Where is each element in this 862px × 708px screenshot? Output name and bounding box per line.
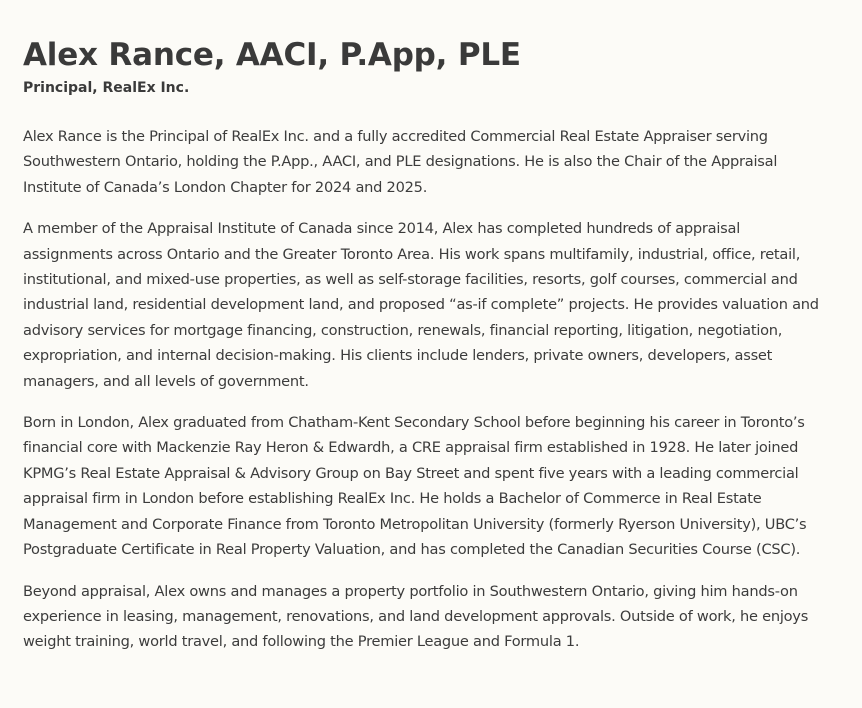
bio-paragraph-personal: Beyond appraisal, Alex owns and manages a property portfolio in Southwestern Ontario, giving him hands-on experience in leasing, management, renovations, and land development approvals. Outside of work, he enjoys weight training, world travel, and following the Premier League and Formula 1. [23, 582, 809, 651]
page-title: Alex Rance, AACI, P.App, PLE [23, 37, 521, 73]
job-title: Principal, RealEx Inc. [23, 80, 190, 96]
bio-paragraph-background: Born in London, Alex graduated from Chatham-Kent Secondary School before beginning his career in Toronto’s financial core with Mackenzie Ray Heron & Edwardh, a CRE appraisal firm established in 1928. He later joined KPMG’s Real Estate Appraisal & Advisory Group on Bay Street and spent five years with a leading commercial appraisal firm in London before establishing RealEx Inc. He holds a Bachelor of Commerce in Real Estate Management and Corporate Finance from Toronto Metropolitan University (formerly Ryerson University), UBC’s Postgraduate Certificate in Real Property Valuation, and has completed the Canadian Securities Course (CSC). [23, 414, 807, 559]
bio-section [23, 124, 822, 655]
bio-paragraph-intro: Alex Rance is the Principal of RealEx Inc. and a fully accredited Commercial Real Estate Appraiser serving Southwestern Ontario, holding the P.App., AACI, and PLE designations. He is also the Chair of the Appraisal Institute of Canada’s London Chapter for 2024 and 2025. [23, 128, 778, 196]
bio-paragraph-experience: A member of the Appraisal Institute of Canada since 2014, Alex has completed hundreds of appraisal assignments across Ontario and the Greater Toronto Area. His work spans multifamily, industrial, office, retail, institutional, and mixed-use properties, as well as self-storage facilities, resorts, golf courses, commercial and industrial land, residential development land, and proposed “as-if complete” projects. He provides valuation and advisory services for mortgage financing, construction, renewals, financial reporting, litigation, negotiation, expropriation, and internal decision-making. His clients include lenders, private owners, developers, asset managers, and all levels of government. [23, 220, 819, 390]
